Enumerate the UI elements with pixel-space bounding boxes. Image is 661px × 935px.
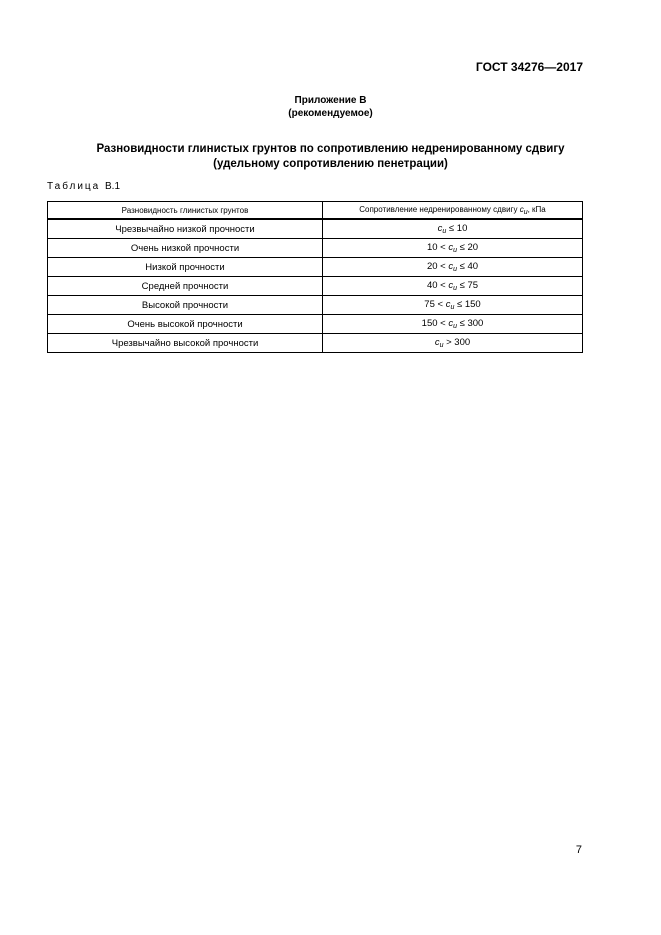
range-var: c: [437, 223, 443, 234]
range-var: c: [448, 318, 454, 329]
range-var: c: [445, 299, 451, 310]
document-title-line-2: (удельному сопротивлению пенетрации): [213, 158, 448, 170]
shear-range-cell: [323, 315, 583, 334]
soil-type-cell: Высокой прочности: [48, 296, 323, 315]
table-caption-label: Таблица: [47, 181, 101, 192]
shear-range-cell: [323, 219, 583, 239]
range-sub: u: [439, 342, 444, 349]
range-var: c: [448, 261, 454, 272]
table-row: [48, 219, 583, 239]
range-var: c: [434, 337, 440, 348]
standard-number: ГОСТ 34276—2017: [475, 60, 583, 74]
soil-type-cell: Низкой прочности: [48, 258, 323, 277]
table-row: [48, 315, 583, 334]
header-soil-type: Разновидность глинистых грунтов: [48, 202, 323, 220]
document-title-line-1: Разновидности глинистых грунтов по сопротивлению недренированному сдвигу: [96, 143, 565, 155]
range-var: c: [448, 280, 454, 291]
range-pre: 75 <: [424, 299, 446, 310]
table-caption: [47, 181, 120, 192]
soil-type-cell: Чрезвычайно высокой прочности: [48, 334, 323, 353]
range-sub: u: [453, 285, 457, 292]
shear-range-cell: [323, 334, 583, 353]
range-sub: u: [442, 228, 447, 235]
range-sub: u: [453, 247, 457, 254]
table-row: [48, 296, 583, 315]
range-pre: 40 <: [426, 280, 449, 291]
soil-classification-table: [47, 201, 583, 353]
header-sub: u: [523, 208, 528, 216]
range-post: ≤ 10: [446, 223, 468, 234]
range-pre: 20 <: [426, 261, 449, 272]
shear-range-cell: [323, 258, 583, 277]
soil-type-cell: Очень высокой прочности: [48, 315, 323, 334]
page-number: 7: [575, 844, 582, 856]
header-unit: , кПа: [527, 204, 546, 214]
annex-status: (рекомендуемое): [288, 108, 373, 119]
table-row: [48, 277, 583, 296]
shear-range-cell: [323, 296, 583, 315]
range-sub: u: [453, 323, 457, 330]
range-sub: u: [453, 266, 457, 273]
range-post: ≤ 40: [457, 261, 479, 272]
shear-range-cell: [323, 277, 583, 296]
table-row: [48, 239, 583, 258]
document-title: [0, 142, 661, 172]
range-sub: u: [450, 304, 455, 311]
range-post: ≤ 75: [457, 280, 479, 291]
header-var: c: [519, 204, 524, 214]
soil-type-cell: Очень низкой прочности: [48, 239, 323, 258]
shear-range-cell: [323, 239, 583, 258]
range-post: > 300: [443, 337, 471, 348]
range-post: ≤ 150: [454, 299, 481, 310]
table-row: [48, 334, 583, 353]
annex-title: Приложение В: [294, 95, 367, 106]
range-var: c: [448, 242, 454, 253]
range-post: ≤ 20: [457, 242, 479, 253]
header-shear-resistance: [323, 202, 583, 220]
table-caption-number: В.1: [105, 181, 121, 192]
annex-heading: [0, 94, 661, 120]
table-header-row: [48, 202, 583, 220]
range-pre: 10 <: [426, 242, 449, 253]
table-row: [48, 258, 583, 277]
range-post: ≤ 300: [457, 318, 484, 329]
range-pre: 150 <: [421, 318, 449, 329]
soil-type-cell: Средней прочности: [48, 277, 323, 296]
header-shear-text: Сопротивление недренированному сдвигу: [359, 204, 520, 214]
soil-type-cell: Чрезвычайно низкой прочности: [48, 219, 323, 239]
